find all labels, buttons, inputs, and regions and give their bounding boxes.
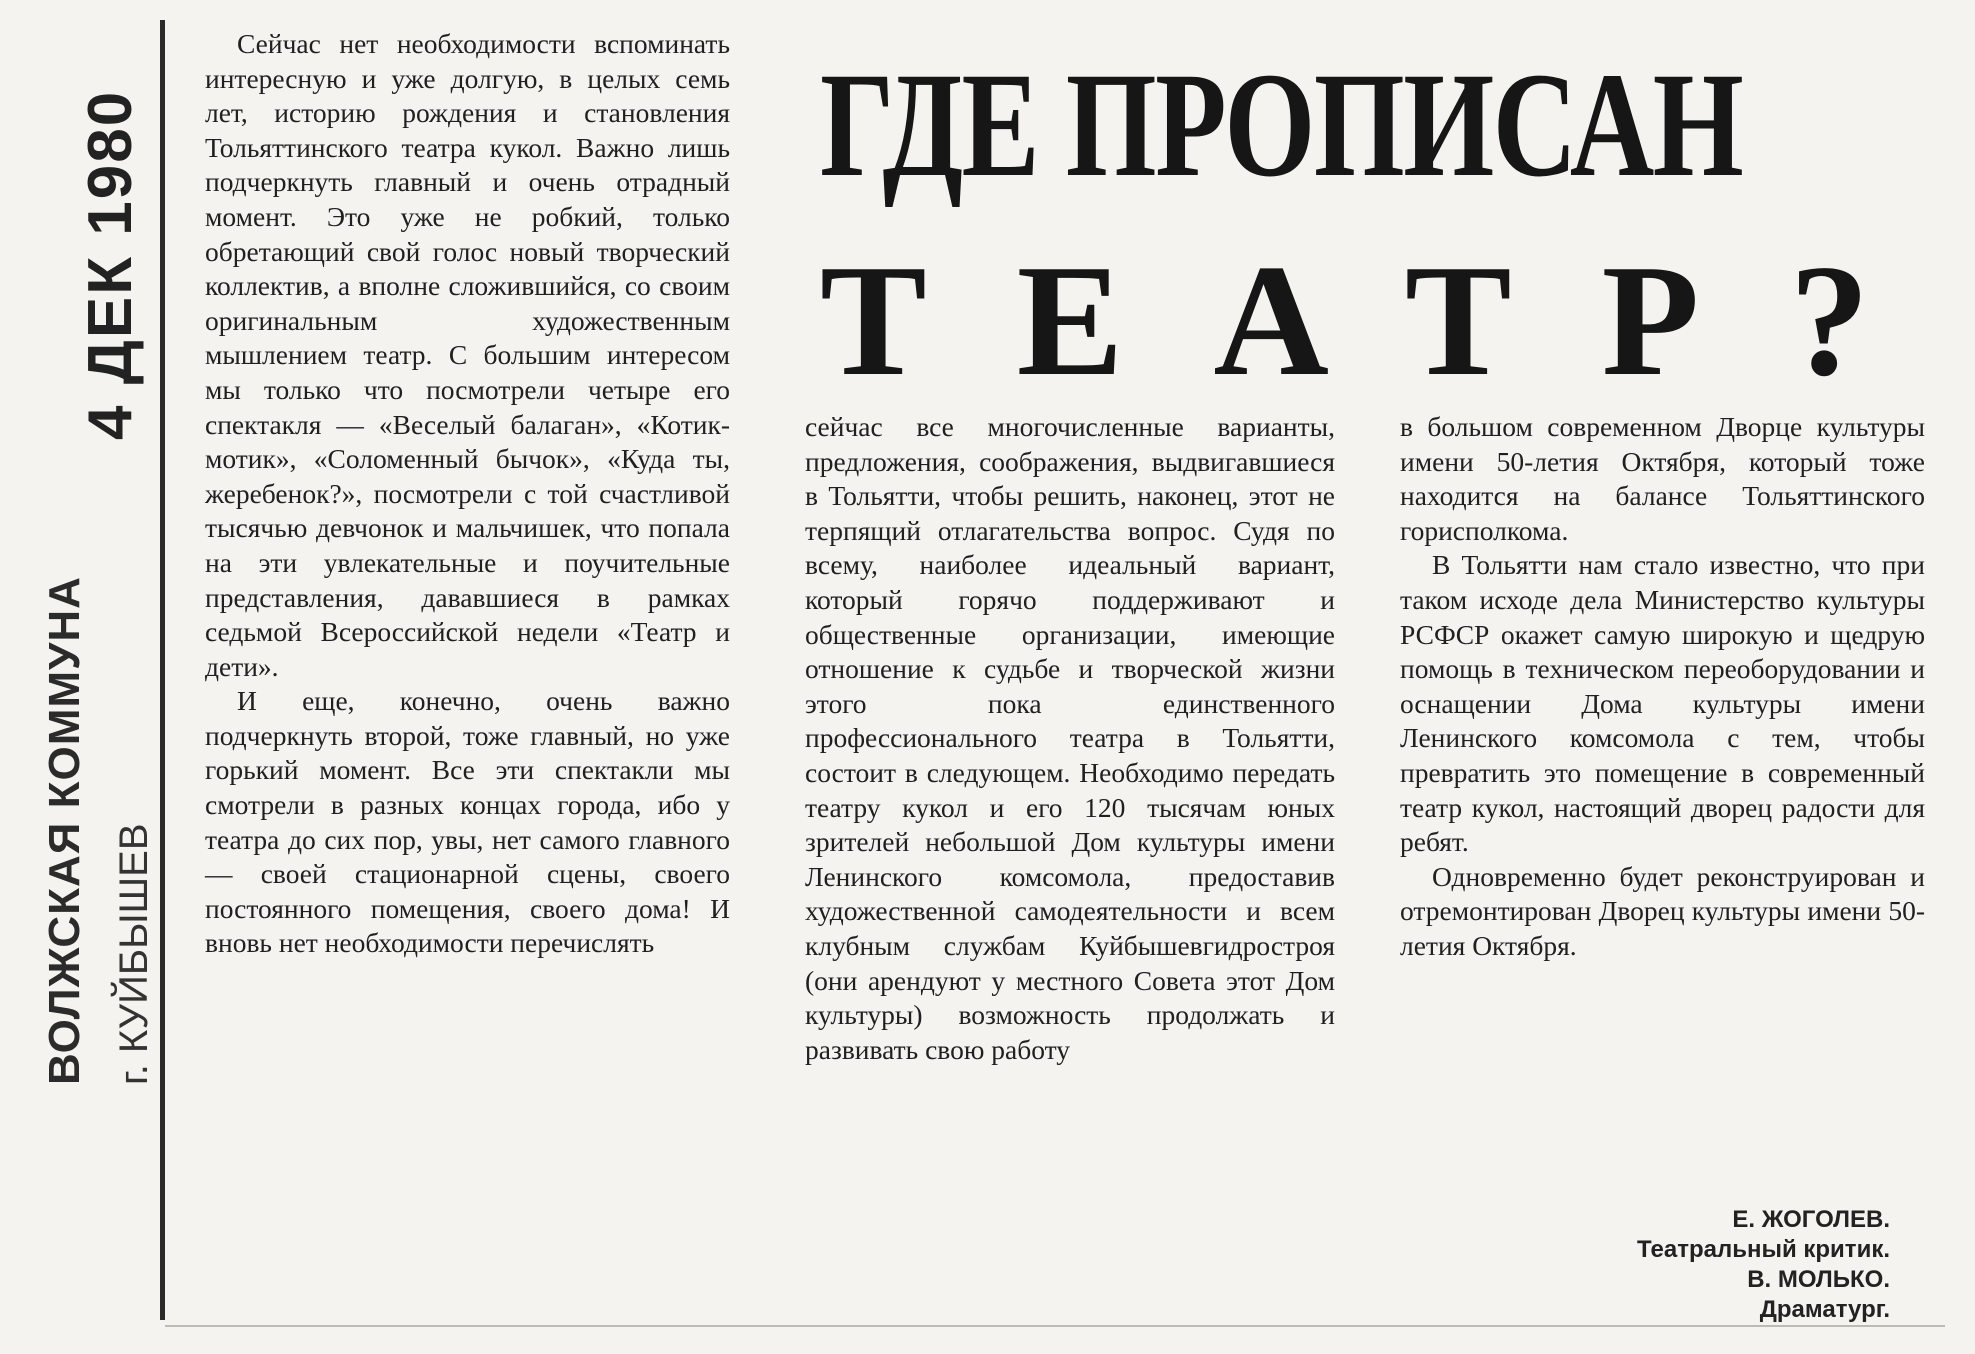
paragraph: в большом современном Дворце культуры имени 50-летия Октября, который тоже находится на балансе Тольяттинского горисполкома. xyxy=(1400,411,1925,546)
headline-line-1: ГДЕ ПРОПИСАН xyxy=(820,42,1743,208)
bottom-divider-line xyxy=(165,1325,1945,1327)
author-role: Театральный критик. xyxy=(1637,1236,1890,1263)
article-column-2 xyxy=(805,410,1335,1067)
stamp-date: 4 ДЕК 1980 xyxy=(76,89,145,440)
paragraph: Одновременно будет реконструирован и отремонтирован Дворец культуры имени 50-летия Октября. xyxy=(1400,860,1925,961)
article-column-1 xyxy=(205,27,730,961)
paragraph: И еще, конечно, очень важно подчеркнуть второй, тоже главный, но уже горький момент. Все эти спектакли мы смотрели в разных концах города, ибо у театра до сих пор, увы, нет самого главного — своей стационарной сцены, своего постоянного помещения, своего дома! И вновь нет необходимости перечислять xyxy=(205,685,730,959)
paragraph: сейчас все многочисленные варианты, предложения, соображения, выдвигавшиеся в Тольятти, чтобы решить, наконец, этот не терпящий отлагательства вопрос. Судя по всему, наиболее идеальный вариант, который горячо поддерживают и общественные организации, имеющие отношение к судьбе и творческой жизни этого пока единственного профессионального театра в Тольятти, состоит в следующем. Необходимо передать театру кукол и его 120 тысячам юных зрителей небольшой Дом культуры имени Ленинского комсомола, предоставив художественной самодеятельности и всем клубным службам Куйбышевгидростроя (они арендуют у местного Совета этот Дом культуры) возможность продолжать и развивать свою работу xyxy=(805,411,1335,1065)
article-signature xyxy=(1500,1205,1890,1325)
headline-line-2: ТЕАТР? xyxy=(820,231,1960,409)
article-column-3 xyxy=(1400,410,1925,964)
paragraph: В Тольятти нам стало известно, что при таком исходе дела Министерство культуры РСФСР окажет самую широкую и щедрую помощь в техническом переоборудовании и оснащении Дома культуры имени Ленинского комсомола с тем, чтобы превратить это помещение в современный театр кукол, настоящий дворец радости для ребят. xyxy=(1400,549,1925,858)
article-headline xyxy=(820,42,1960,409)
author-name: Е. ЖОГОЛЕВ. xyxy=(1732,1206,1890,1233)
stamp-city: г. КУЙБЫШЕВ xyxy=(112,823,156,1085)
stamp-divider-line xyxy=(160,20,165,1320)
author-role: Драматург. xyxy=(1759,1296,1890,1323)
paragraph: Сейчас нет необходимости вспоминать интересную и уже долгую, в целых семь лет, историю рождения и становления Тольяттинского театра кукол. Важно лишь подчеркнуть главный и очень отрадный момент. Это уже не робкий, только обретающий свой голос новый творческий коллектив, а вполне сложившийся, со своим оригинальным художественным мышлением театр. С большим интересом мы только что посмотрели четыре его спектакля — «Веселый балаган», «Котик-мотик», «Соломенный бычок», «Куда ты, жеребенок?», посмотрели с той счастливой тысячью девчонок и мальчишек, что попала на эти увлекательные и поучительные представления, дававшиеся в рамках седьмой Всероссийской недели «Театр и дети». xyxy=(205,28,730,682)
author-name: В. МОЛЬКО. xyxy=(1747,1266,1890,1293)
stamp-newspaper-name: ВОЛЖСКАЯ КОММУНА xyxy=(40,576,89,1085)
